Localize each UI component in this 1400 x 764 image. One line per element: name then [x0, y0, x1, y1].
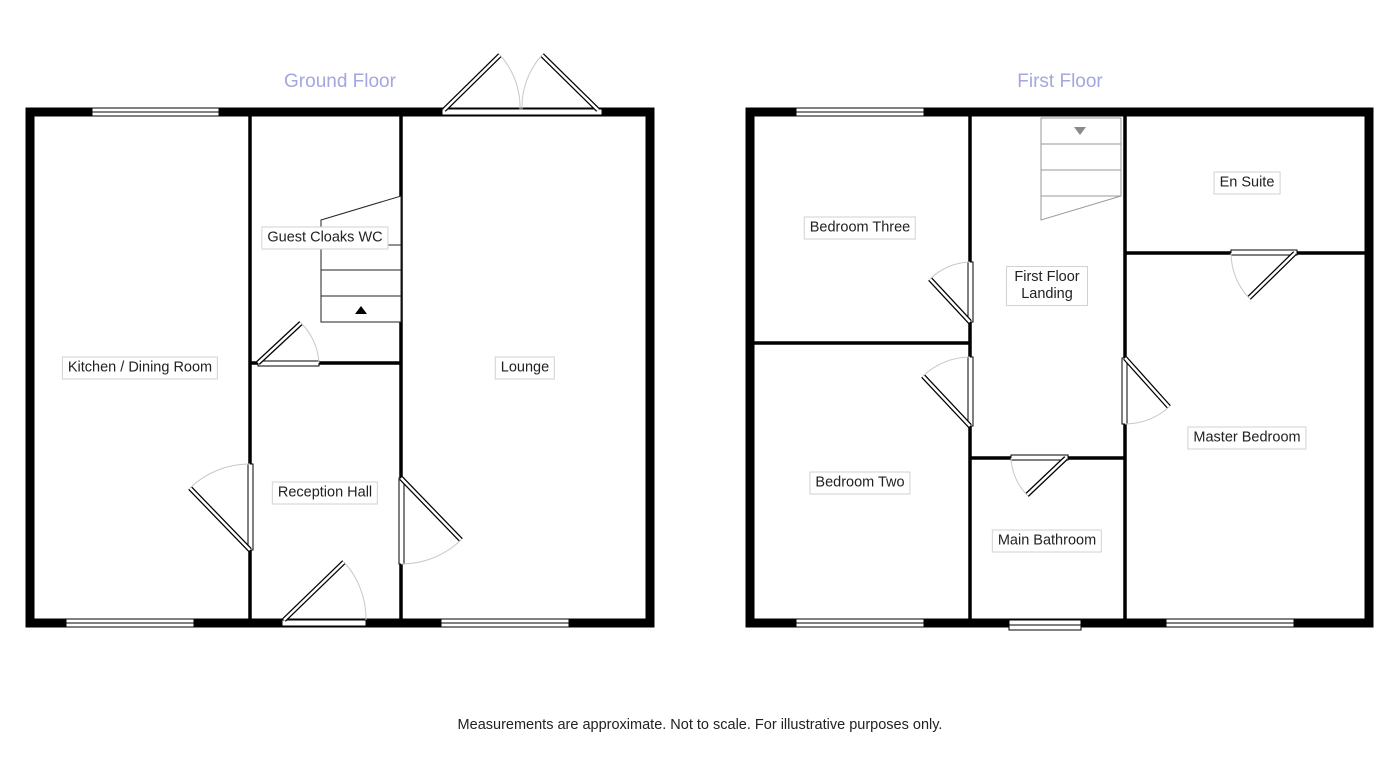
ground-floor-title: Ground Floor — [284, 71, 396, 92]
room-label-lounge: Lounge — [495, 357, 555, 380]
room-label-bedroom-two: Bedroom Two — [809, 472, 910, 495]
ground-staircase — [321, 196, 401, 322]
door — [190, 464, 253, 550]
room-label-main-bathroom: Main Bathroom — [992, 530, 1102, 553]
ground-doors — [190, 55, 602, 626]
door — [282, 562, 366, 626]
door — [1231, 250, 1297, 298]
room-label-bedroom-three: Bedroom Three — [804, 217, 916, 240]
door — [923, 357, 973, 426]
window — [1009, 620, 1081, 630]
window — [796, 619, 924, 627]
first-staircase — [1041, 118, 1121, 220]
window — [1166, 619, 1294, 627]
door — [399, 478, 461, 564]
room-label-kitchen-dining: Kitchen / Dining Room — [62, 357, 218, 380]
window — [92, 108, 219, 116]
window — [441, 619, 569, 627]
room-label-first-floor-landing: First Floor Landing — [1006, 266, 1088, 306]
first-floor-title: First Floor — [1017, 71, 1103, 92]
room-label-en-suite: En Suite — [1214, 172, 1281, 195]
window — [796, 108, 924, 116]
window — [66, 619, 194, 627]
room-label-reception-hall: Reception Hall — [272, 482, 378, 505]
door — [930, 262, 973, 322]
door — [1122, 358, 1169, 424]
room-label-guest-cloaks-wc: Guest Cloaks WC — [261, 227, 388, 250]
room-label-master-bedroom: Master Bedroom — [1187, 427, 1306, 450]
door — [1011, 455, 1068, 495]
ground-floor-plan — [30, 55, 650, 627]
ground-interior-walls — [250, 112, 401, 623]
french-doors — [442, 55, 602, 115]
disclaimer-text: Measurements are approximate. Not to scale. For illustrative purposes only. — [457, 717, 943, 733]
door — [258, 323, 319, 366]
